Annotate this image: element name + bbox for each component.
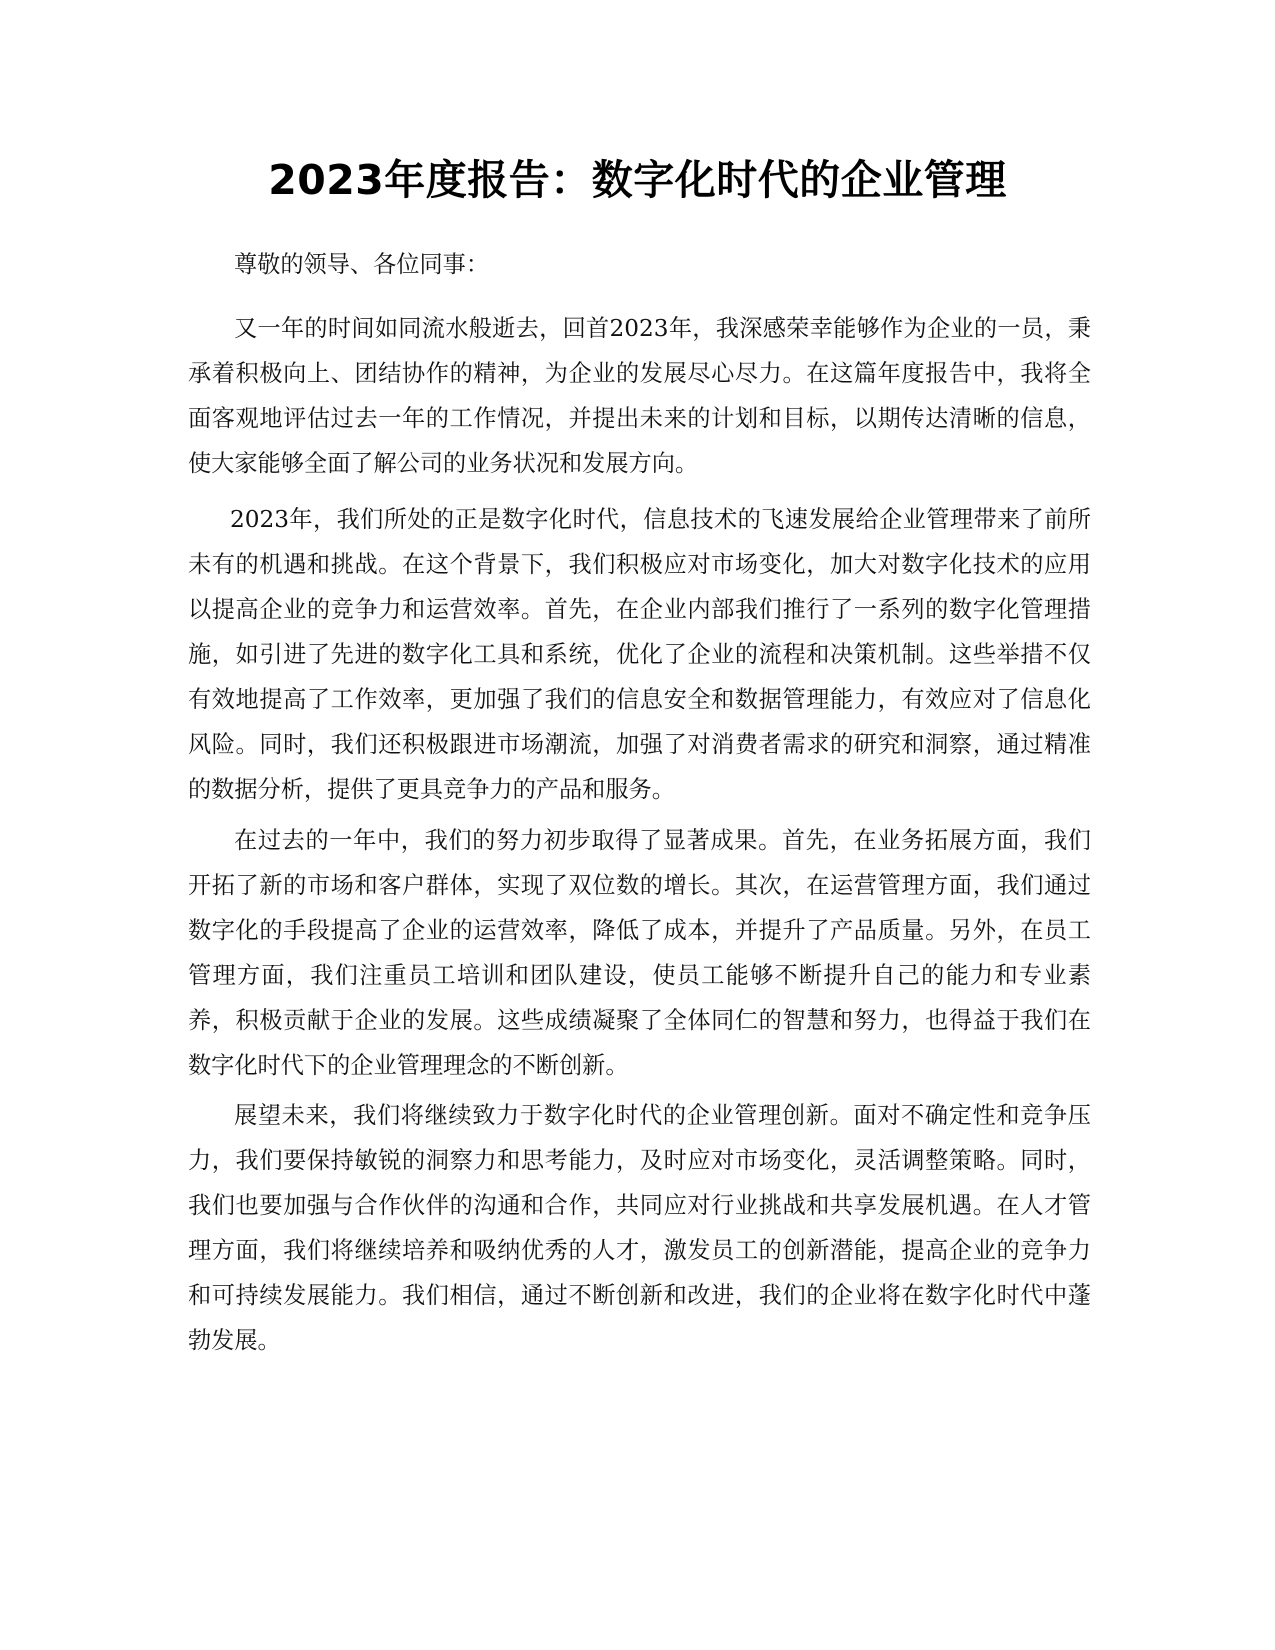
paragraph-4: 展望未来，我们将继续致力于数字化时代的企业管理创新。面对不确定性和竞争压力，我们要保持敏锐的洞察力和思考能力，及时应对市场变化，灵活调整策略。同时，我们也要加强与合作伙伴的沟通和合作，共同应对行业挑战和共享发展机遇。在人才管理方面，我们将继续培养和吸纳优秀的人才，激发员工的创新潜能，提高企业的竞争力和可持续发展能力。我们相信，通过不断创新和改进，我们的企业将在数字化时代中蓬勃发展。 xyxy=(188,1102,1091,1354)
salutation: 尊敬的领导、各位同事： xyxy=(234,251,490,278)
paragraph-3: 在过去的一年中，我们的努力初步取得了显著成果。首先，在业务拓展方面，我们开拓了新的市场和客户群体，实现了双位数的增长。其次，在运营管理方面，我们通过数字化的手段提高了企业的运营效率，降低了成本，并提升了产品质量。另外，在员工管理方面，我们注重员工培训和团队建设，使员工能够不断提升自己的能力和专业素养，积极贡献于企业的发展。这些成绩凝聚了全体同仁的智慧和努力，也得益于我们在数字化时代下的企业管理理念的不断创新。 xyxy=(188,827,1091,1079)
document-title: 2023年度报告：数字化时代的企业管理 xyxy=(268,156,1007,204)
paragraph-2: 2023年，我们所处的正是数字化时代，信息技术的飞速发展给企业管理带来了前所未有的机遇和挑战。在这个背景下，我们积极应对市场变化，加大对数字化技术的应用以提高企业的竞争力和运营效率。首先，在企业内部我们推行了一系列的数字化管理措施，如引进了先进的数字化工具和系统，优化了企业的流程和决策机制。这些举措不仅有效地提高了工作效率，更加强了我们的信息安全和数据管理能力，有效应对了信息化风险。同时，我们还积极跟进市场潮流，加强了对消费者需求的研究和洞察，通过精准的数据分析，提供了更具竞争力的产品和服务。 xyxy=(188,506,1091,803)
paragraph-1: 又一年的时间如同流水般逝去，回首2023年，我深感荣幸能够作为企业的一员，秉承着积极向上、团结协作的精神，为企业的发展尽心尽力。在这篇年度报告中，我将全面客观地评估过去一年的工作情况，并提出未来的计划和目标，以期传达清晰的信息，使大家能够全面了解公司的业务状况和发展方向。 xyxy=(188,315,1091,477)
